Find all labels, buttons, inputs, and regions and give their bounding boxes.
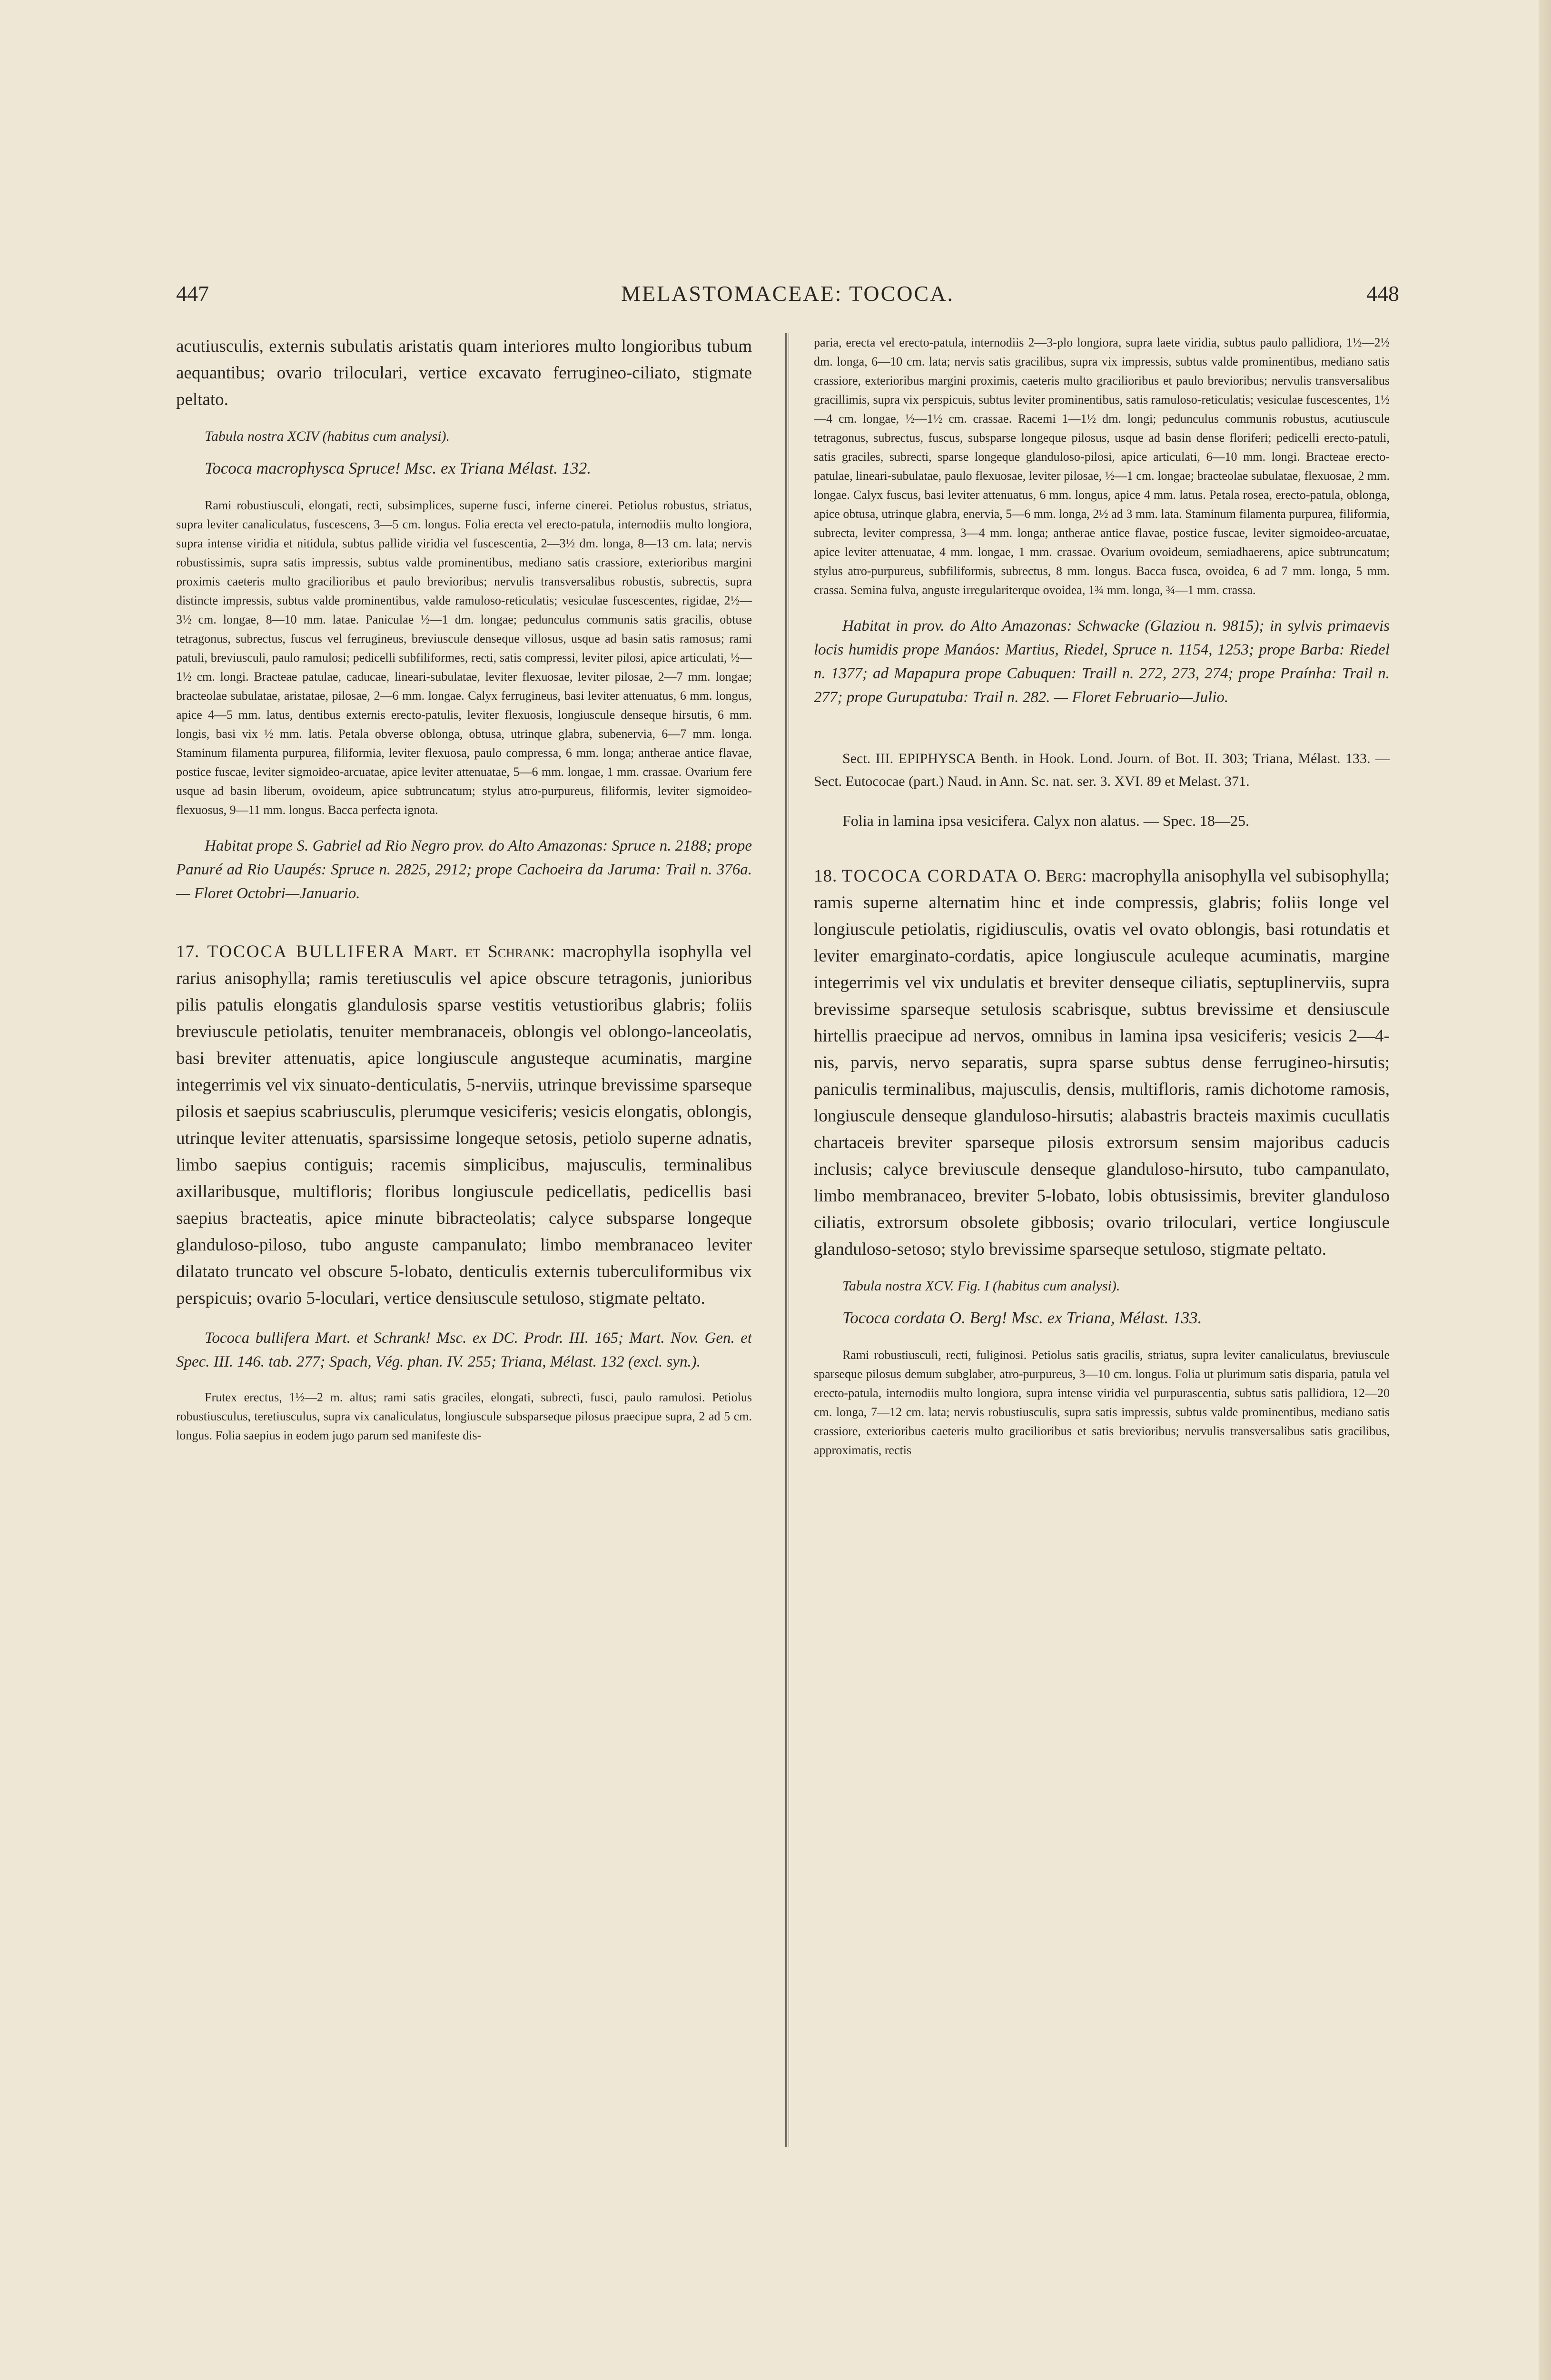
frutex-paragraph: Frutex erectus, 1½—2 m. altus; rami satis graciles, elongati, subrecti, fusci, paulo ramulosi. Petiolus robustiusculus, teretiusculus, supra vix canaliculatus, longiuscule subsparseque pilosus praecipue supra, 2 ad 5 cm. longus. Folia saepius in eodem jugo parum sed manifeste dis- (176, 1390, 752, 1442)
habitat-paragraph-right: Habitat in prov. do Alto Amazonas: Schwacke (Glaziou n. 9815); in sylvis primaevis locis humidis prope Manáos: Martius, Riedel, Spruce n. 1154, 1253; prope Barba: Riedel n. 1377; ad Mapapura prope Cabuquen: Traill n. 272, 273, 274; prope Praínha: Trail n. 277; prope Gurupatuba: Trail n. 282. — Floret Februario—Julio. (814, 617, 1390, 706)
species-18-number: 18. (814, 866, 838, 886)
page-number-left: 447 (176, 281, 209, 306)
continued-description: paria, erecta vel erecto-patula, internodiis 2—3-plo longiora, supra laete viridia, subtus paulo pallidiora, 1½—2½ dm. longa, 6—10 cm. lata; nervis satis gracilibus, supra vix impressis, subtus valde prominentibus, mediano satis crassiore, exterioribus margini proximis, caeteris multo gracilioribus et paulo brevioribus; nervulis transversalibus gracillimis, supra vix perspicuis, subtus leviter prominentibus, satis ramuloso-reticulatis; vesiculae fuscescentes, 1½—4 cm. longae, ½—1½ cm. crassae. Racemi 1—1½ dm. longi; pedunculus communis robustus, acutiuscule tetragonus, subrectus, fuscus, subsparse longeque pilosus, usque ad basin dense floriferi; pedicelli erecto-patuli, satis graciles, subrecti, sparse longeque glanduloso-pilosi, apice articulati, 6—10 mm. longi. Bracteae erecto-patulae, lineari-subulatae, paulo flexuosae, leviter pilosae, ½—1 cm. longae; bracteolae subulatae, flexuosae, 2 mm. longae. Calyx fuscus, basi leviter attenuatus, 6 mm. longus, apice 4 mm. latus. Petala rosea, erecto-patula, oblonga, apice obtusa, utrinque glabra, enervia, 5—6 mm. longa, 2½ ad 3 mm. lata. Staminum filamenta purpurea, filiformia, subrecta, leviter compressa, 3—4 mm. longa; antherae antice flavae, postice fuscae, leviter sigmoideo-arcuatae, apice leviter attenuatae, 4 mm. longae, 1 mm. crassae. Ovarium ovoideum, semiadhaerens, apice subtruncatum; stylus atro-purpureus, subfiliformis, subrectus, 8 mm. longus. Bacca fusca, ovoidea, 6 ad 7 mm. longa, 5 mm. crassa. Semina fulva, anguste irregulariterque ovoidea, 1¾ mm. longa, ¾—1 mm. crassa. (814, 336, 1390, 597)
species-18-paragraph (814, 863, 1390, 1263)
species-18-name: TOCOCA CORDATA (841, 866, 1019, 886)
section-heading: Sect. III. EPIPHYSCA Benth. in Hook. Lond. Journ. of Bot. II. 303; Triana, Mélast. 133. — Sect. Eutococae (part.) Naud. in Ann. Sc. nat. ser. 3. XVI. 89 et Melast. 371. (814, 751, 1390, 789)
species-18-authority: O. Berg: (1024, 866, 1087, 886)
column-divider (785, 333, 787, 2147)
species-citation-right: Tococa cordata O. Berg! Msc. ex Triana, Mélast. 133. (842, 1309, 1202, 1327)
species-17-number: 17. (176, 942, 200, 962)
section-note: Folia in lamina ipsa vesicifera. Calyx non alatus. — Spec. 18—25. (842, 812, 1249, 829)
species-17-paragraph (176, 939, 752, 1312)
right-column (814, 333, 1390, 2380)
species-description: Rami robustiusculi, elongati, recti, subsimplices, superne fusci, inferne cinerei. Petiolus robustus, striatus, supra leviter canaliculatus, fuscescens, 3—5 cm. longus. Folia erecta vel erecto-patula, internodiis multo longiora, supra intense viridia et nitidula, subtus pallide viridia vel fuscescentia, 2—3½ dm. longa, 8—13 cm. lata; nervis robustissimis, supra satis impressis, subtus valde prominentibus, mediano satis crassiore, exterioribus margini proximis caeteris multo gracilioribus et paulo brevioribus; nervulis transversalibus robustis, subrectis, supra distincte impressis, subtus valde prominentibus, valde ramuloso-reticulatis; vesiculae fuscescentes, rigidae, 2½—3½ cm. longae, 8—10 mm. latae. Paniculae ½—1 dm. longae; pedunculus communis satis gracilis, obtuse tetragonus, subrectus, fuscus vel ferrugineus, breviuscule denseque villosus, usque ad basin satis ramosus; rami patuli, breviusculi, paulo ramulosi; pedicelli subfiliformes, recti, satis compressi, leviter pilosi, apice articulati, ½—1½ cm. longi. Bracteae patulae, caducae, lineari-subulatae, leviter flexuosae, leviter pilosae, 2—7 mm. longae; bracteolae subulatae, aristatae, pilosae, 2—6 mm. longae. Calyx ferrugineus, basi leviter attenuatus, 6 mm. longus, apice 4—5 mm. latus, dentibus externis erecto-patulis, leviter flexuosis, longiuscule denseque hirsutis, 6 mm. longis, basi vix ½ mm. latis. Petala obverse oblonga, obtusa, utrinque glabra, subenervia, 6—7 mm. longa. Staminum filamenta purpurea, filiformia, leviter flexuosa, paulo compressa, 6 mm. longa; antherae antice flavae, postice fuscae, leviter sigmoideo-arcuatae, apice leviter attenuatae, 5—6 mm. longae, 1 mm. crassae. Ovarium fere usque ad basin liberum, ovoideum, apice subtruncatum; stylus atro-purpureus, filiformis, leviter sigmoideo-flexuosus, 9—11 mm. longus. Bacca perfecta ignota. (176, 498, 752, 817)
species-17-authority: Mart. et Schrank: (413, 942, 555, 962)
species-citation: Tococa macrophysca Spruce! Msc. ex Triana Mélast. 132. (205, 459, 592, 477)
left-column (176, 333, 752, 2380)
species-17-name: TOCOCA BULLIFERA (207, 942, 406, 962)
tabula-reference: Tabula nostra XCIV (habitus cum analysi). (205, 428, 450, 444)
tabula-reference-right: Tabula nostra XCV. Fig. I (habitus cum analysi). (842, 1278, 1120, 1294)
rami-paragraph: Rami robustiusculi, recti, fuliginosi. Petiolus satis gracilis, striatus, supra leviter canaliculatus, breviuscule sparseque pilosus demum subglaber, atro-purpureus, 3—10 cm. longus. Folia ut plurimum satis disparia, patula vel erecto-patula, internodiis multo longiora, supra intense viridia vel purpurascentia, subtus satis pallidiora, 12—20 cm. longa, 7—12 cm. lata; nervis robustiusculis, supra satis impressis, subtus valde prominentibus, mediano satis crassiore, exterioribus caeteris multo gracilioribus et satis brevioribus; nervulis transversalibus satis gracilibus, approximatis, rectis (814, 1348, 1390, 1457)
species-18-diagnosis: macrophylla anisophylla vel subisophylla; ramis superne alternatim hinc et inde compressis, glabris; foliis longe vel longiuscule petiolatis, rigidiusculis, ovatis vel ovato oblongis, basi rotundatis et leviter emarginato-cordatis, apice longiuscule aculeque acuminatis, margine integerrimis vel vix undulatis et breviter denseque ciliatis, septuplinerviis, supra brevissime sparseque setulosis scabrisque, subtus brevissime et densiuscule hirtellis praecipue ad nervos, omnibus in lamina ipsa vesiciferis; vesicis 2—4-nis, parvis, nervo separatis, supra sparse subtus dense ferrugineo-hirsutis; paniculis terminalibus, majusculis, densis, multifloris, ramis dichotome ramosis, longiuscule denseque glanduloso-hirsutis; alabastris bracteis maximis cucullatis chartaceis breviter sparseque pilosis extrorsum sensim majoribus caducis inclusis; calyce breviuscule denseque glanduloso-hirsuto, tubo campanulato, limbo membranaceo, breviter 5-lobato, lobis obtusissimis, breviter glanduloso ciliatis, extrorsum obsolete gibbosis; ovario triloculari, vertice longiuscule glanduloso-setoso; stylo brevissime sparseque setuloso, stigmate peltato. (814, 866, 1390, 1259)
species-17-diagnosis: macrophylla isophylla vel rarius anisophylla; ramis teretiusculis vel apice obscure tetragonis, junioribus pilis patulis elongatis glandulosis sparse vestitis vetustioribus glabris; foliis breviuscule petiolatis, tenuiter membranaceis, oblongis vel oblongo-lanceolatis, basi breviter attenuatis, apice longiuscule angusteque acuminatis, margine integerrimis vel vix sinuato-denticulatis, 5-nerviis, utrinque brevissime sparseque pilosis et saepius scabriusculis, plerumque vesiciferis; vesicis elongatis, oblongis, utrinque leviter attenuatis, sparsissime longeque setosis, petiolo superne adnatis, limbo saepius contiguis; racemis simplicibus, majusculis, terminalibus axillaribusque, multifloris; floribus longiuscule pedicellatis, pedicellis basi saepius bracteatis, apice minute bibracteolatis; calyce subsparse longeque glanduloso-piloso, tubo anguste campanulato; limbo membranaceo leviter dilatato truncato vel obscure 5-lobato, denticulis externis tuberculiformibus vix perspicuis; ovario 5-loculari, vertice densiuscule setuloso, stigmate peltato. (176, 942, 752, 1308)
page-edge (1539, 0, 1551, 2380)
synonymy-paragraph: Tococa bullifera Mart. et Schrank! Msc. ex DC. Prodr. III. 165; Mart. Nov. Gen. et Spec. III. 146. tab. 277; Spach, Vég. phan. IV. 255; Triana, Mélast. 132 (excl. syn.). (176, 1329, 752, 1370)
page-number-right: 448 (1366, 281, 1399, 306)
habitat-paragraph: Habitat prope S. Gabriel ad Rio Negro prov. do Alto Amazonas: Spruce n. 2188; prope Panuré ad Rio Uaupés: Spruce n. 2825, 2912; prope Cachoeira da Jaruma: Trail n. 376a. — Floret Octobri—Januario. (176, 837, 752, 902)
intro-paragraph: acutiusculis, externis subulatis aristatis quam interiores multo longioribus tubum aequantibus; ovario triloculari, vertice excavato ferrugineo-ciliato, stigmate peltato. (176, 337, 752, 409)
running-header (176, 281, 1399, 319)
running-title: MELASTOMACEAE: TOCOCA. (621, 281, 954, 306)
